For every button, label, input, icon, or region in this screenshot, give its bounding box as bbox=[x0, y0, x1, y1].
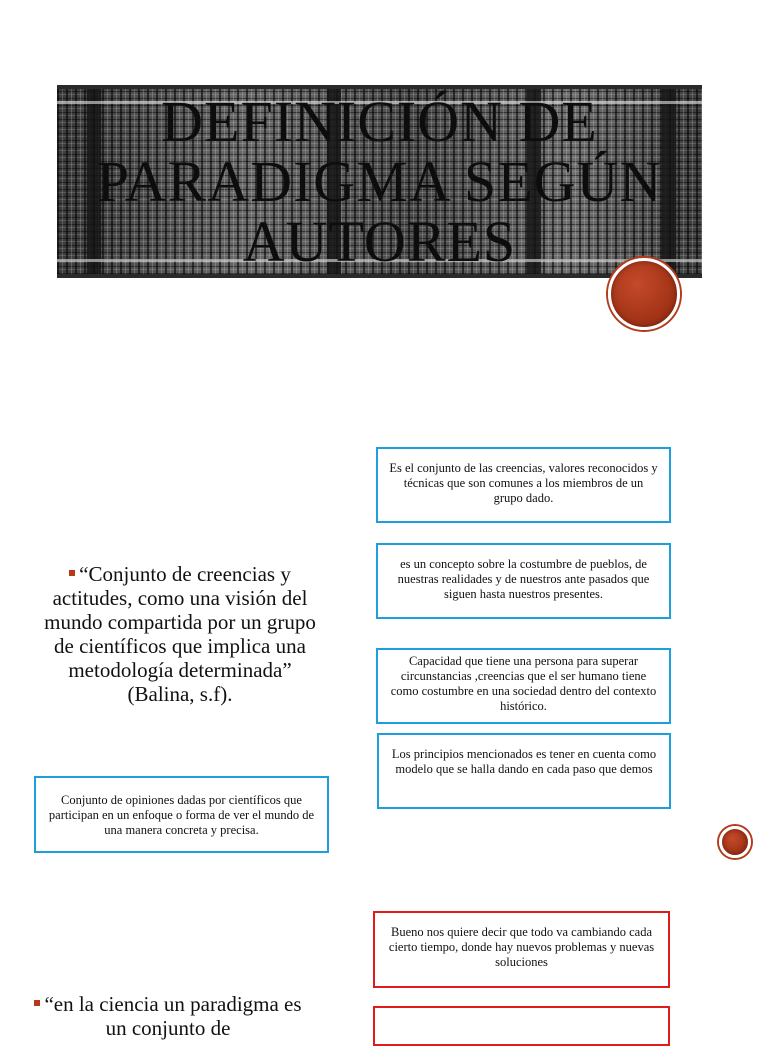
box-text: Es el conjunto de las creencias, valores reconocidos y técnicas que son comunes a los miembros de un grupo dado. bbox=[389, 461, 658, 505]
bullet-icon bbox=[69, 570, 75, 576]
bullet-icon bbox=[34, 1000, 40, 1006]
definition-box-costumbre bbox=[376, 543, 671, 619]
box-text: Conjunto de opiniones dadas por científicos que participan en un enfoque o forma de ver el mundo de una manera concreta y precisa. bbox=[48, 793, 315, 837]
quote-text: “en la ciencia un paradigma es un conjunto de bbox=[44, 992, 302, 1040]
definition-box-cambio bbox=[373, 911, 670, 988]
quote-text: “Conjunto de creencias y actitudes, como una visión del mundo compartida por un grupo de científicos que implica una metodología determinada” (Balina, s.f). bbox=[44, 562, 316, 706]
definition-box-principios bbox=[377, 733, 671, 809]
box-text: Capacidad que tiene una persona para superar circunstancias ,creencias que el ser humano tiene como costumbre en una sociedad dentro del contexto histórico. bbox=[390, 654, 657, 713]
definition-box-opiniones bbox=[34, 776, 329, 853]
definition-box-capacidad bbox=[376, 648, 671, 724]
quote-balina bbox=[40, 562, 320, 706]
box-text: Bueno nos quiere decir que todo va cambiando cada cierto tiempo, donde hay nuevos problemas y nuevas soluciones bbox=[388, 925, 655, 969]
box-text: Los principios mencionados es tener en cuenta como modelo que se halla dando en cada paso que demos bbox=[391, 747, 657, 776]
page-title: DEFINICIÓN DE PARADIGMA SEGÚN AUTORES bbox=[96, 89, 663, 274]
accent-circle-small bbox=[719, 826, 751, 858]
box-text: es un concepto sobre la costumbre de pueblos, de nuestras realidades y de nuestros ante pasados que siguen hasta nuestros presentes. bbox=[397, 557, 650, 601]
definition-box-partial bbox=[373, 1006, 670, 1046]
quote-ciencia bbox=[28, 992, 308, 1040]
accent-circle-large bbox=[608, 258, 680, 330]
definition-box-creencias bbox=[376, 447, 671, 523]
